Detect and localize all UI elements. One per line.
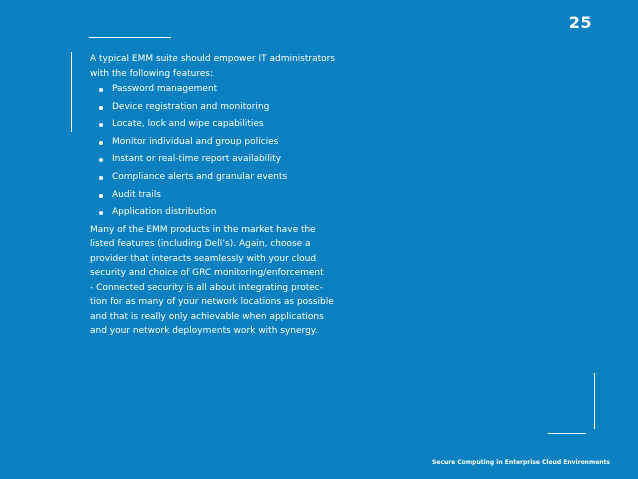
- bullet-icon: [99, 141, 103, 145]
- feature-item: [90, 81, 340, 99]
- feature-item: [90, 134, 340, 152]
- feature-label: Audit trails: [112, 189, 161, 200]
- feature-label: Instant or real-time report availability: [112, 154, 282, 165]
- page-number: 25: [568, 13, 592, 32]
- paragraph-line: Many of the EMM products in the market have the: [90, 224, 316, 235]
- paragraph-line: listed features (including Dell’s). Again, choose a: [90, 239, 311, 250]
- feature-label: Device registration and monitoring: [112, 101, 270, 112]
- top-rule-decoration: [89, 37, 171, 38]
- paragraph-line: and your network deployments work with synergy.: [90, 326, 318, 337]
- bullet-icon: [99, 176, 103, 180]
- right-vertical-line-decoration: [594, 373, 595, 429]
- body-paragraph: [90, 223, 340, 339]
- feature-item: [90, 99, 340, 117]
- paragraph-line: tion for as many of your network locations as possible: [90, 297, 334, 308]
- bullet-icon: [99, 211, 103, 215]
- paragraph-line: provider that interacts seamlessly with your cloud: [90, 253, 317, 264]
- feature-list: [90, 81, 340, 222]
- intro-line: A typical EMM suite should empower IT administrators: [90, 54, 336, 64]
- paragraph-line: - Connected security is all about integrating protec-: [90, 282, 323, 293]
- bullet-icon: [99, 123, 103, 127]
- feature-item: [90, 204, 340, 222]
- paragraph-line: and that is really only achievable when applications: [90, 311, 324, 322]
- feature-item: [90, 151, 340, 169]
- feature-label: Application distribution: [112, 207, 217, 218]
- body-content: [90, 52, 340, 339]
- bullet-icon: [99, 158, 103, 162]
- bullet-icon: [99, 88, 103, 92]
- bottom-rule-decoration: [548, 433, 586, 434]
- feature-label: Compliance alerts and granular events: [112, 171, 288, 182]
- feature-label: Password management: [112, 84, 218, 94]
- intro-line: with the following features:: [90, 68, 214, 79]
- page-footer: Secure Computing in Enterprise Cloud Environments: [432, 459, 610, 466]
- paragraph-line: security and choice of GRC monitoring/enforcement: [90, 268, 324, 279]
- bullet-icon: [99, 194, 103, 198]
- feature-label: Locate, lock and wipe capabilities: [112, 119, 264, 130]
- intro-paragraph: [90, 52, 340, 81]
- feature-label: Monitor individual and group policies: [112, 136, 279, 147]
- feature-item: [90, 169, 340, 187]
- bullet-icon: [99, 106, 103, 110]
- left-vertical-line-decoration: [71, 52, 72, 132]
- feature-item: [90, 116, 340, 134]
- feature-item: [90, 187, 340, 205]
